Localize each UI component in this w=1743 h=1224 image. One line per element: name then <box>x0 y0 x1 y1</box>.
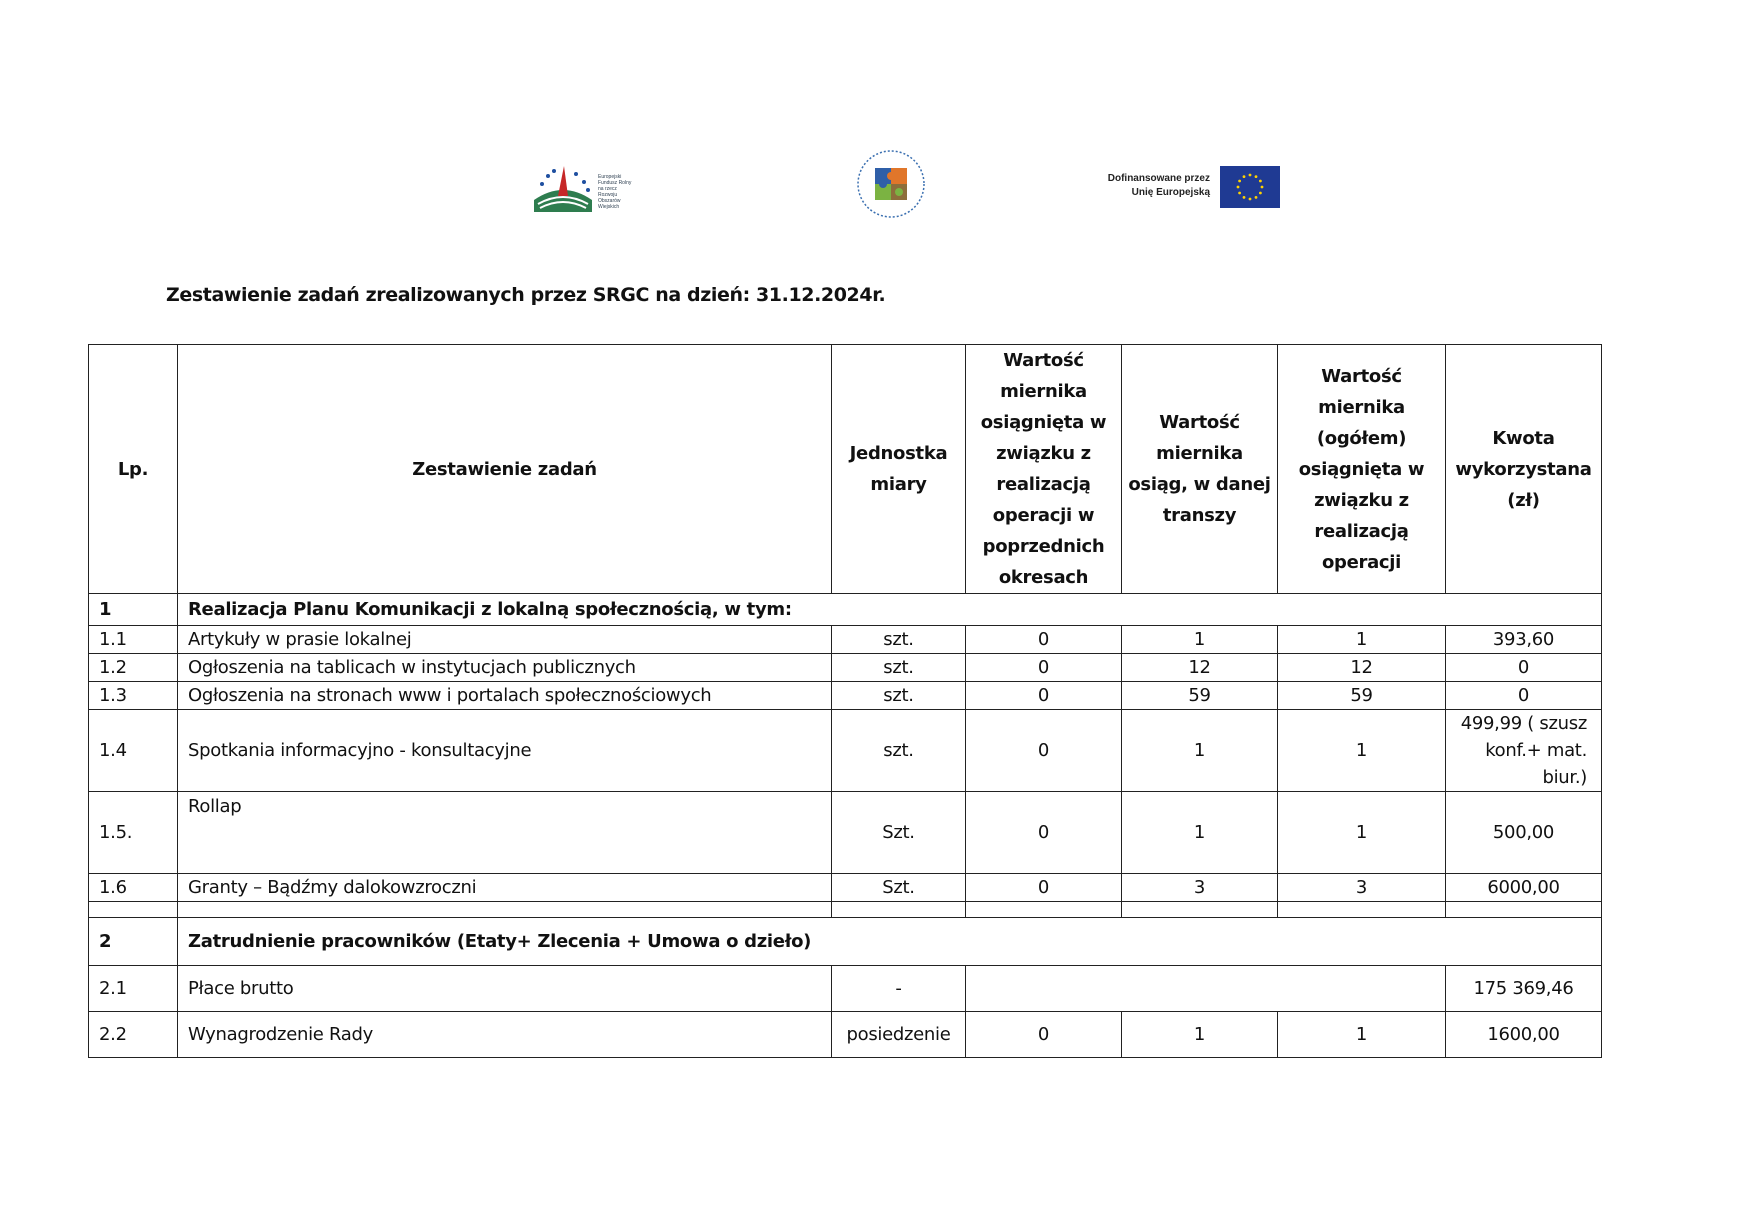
empty-row <box>89 902 1602 918</box>
row-total-value: 12 <box>1278 654 1446 682</box>
row-prev-value: 0 <box>966 792 1122 874</box>
section-lp: 2 <box>89 918 178 966</box>
document-title: Zestawienie zadań zrealizowanych przez SRGC na dzień: 31.12.2024r. <box>166 284 886 306</box>
section-lp: 1 <box>89 594 178 626</box>
row-tranche-value: 1 <box>1122 710 1278 792</box>
row-unit: szt. <box>832 710 966 792</box>
header-total-value: Wartość miernika (ogółem) osiągnięta w związku z realizacją operacji <box>1278 345 1446 594</box>
empty-cell <box>966 902 1122 918</box>
srgc-lag-logo <box>855 148 927 220</box>
table-row <box>89 654 1602 682</box>
row-lp: 2.1 <box>89 966 178 1012</box>
section-label: Realizacja Planu Komunikacji z lokalną społecznością, w tym: <box>178 594 1602 626</box>
rural-development-logo <box>528 160 638 218</box>
row-total-value: 1 <box>1278 710 1446 792</box>
table-row <box>89 874 1602 902</box>
row-total-value: 59 <box>1278 682 1446 710</box>
header-tranche-value: Wartość miernika osiąg, w danej transzy <box>1122 345 1278 594</box>
row-unit: - <box>832 966 966 1012</box>
row-unit: szt. <box>832 626 966 654</box>
row-total-value: 1 <box>1278 1012 1446 1058</box>
puzzle-emblem-icon <box>855 148 927 220</box>
header-task: Zestawienie zadań <box>178 345 832 594</box>
row-task: Ogłoszenia na stronach www i portalach społecznościowych <box>178 682 832 710</box>
empty-cell <box>89 902 178 918</box>
row-tranche-value: 1 <box>1122 792 1278 874</box>
row-amount: 393,60 <box>1446 626 1602 654</box>
row-tranche-value: 12 <box>1122 654 1278 682</box>
empty-cell <box>1122 902 1278 918</box>
row-task: Granty – Bądźmy dalokowzroczni <box>178 874 832 902</box>
row-total-value: 1 <box>1278 792 1446 874</box>
row-lp: 1.2 <box>89 654 178 682</box>
header-amount: Kwota wykorzystana (zł) <box>1446 345 1602 594</box>
section-label: Zatrudnienie pracowników (Etaty+ Zlecenia + Umowa o dzieło) <box>178 918 1602 966</box>
row-tranche-value: 1 <box>1122 626 1278 654</box>
row-lp: 1.6 <box>89 874 178 902</box>
row-tranche-value: 1 <box>1122 1012 1278 1058</box>
table-row <box>89 626 1602 654</box>
row-prev-value: 0 <box>966 1012 1122 1058</box>
row-lp: 1.5. <box>89 792 178 874</box>
table-header-row <box>89 345 1602 594</box>
row-prev-value: 0 <box>966 682 1122 710</box>
row-amount: 0 <box>1446 682 1602 710</box>
empty-cell <box>1446 902 1602 918</box>
row-task: Płace brutto <box>178 966 832 1012</box>
rural-development-emblem-icon <box>528 160 598 218</box>
section-row <box>89 594 1602 626</box>
table-row <box>89 682 1602 710</box>
row-unit: Szt. <box>832 874 966 902</box>
table-row <box>89 710 1602 792</box>
row-amount: 499,99 ( szusz konf.+ mat. biur.) <box>1446 710 1602 792</box>
empty-cell <box>178 902 832 918</box>
eu-funding-logo <box>1098 166 1282 208</box>
eu-funding-text: Dofinansowane przez Unię Europejską <box>1107 173 1210 198</box>
row-lp: 2.2 <box>89 1012 178 1058</box>
row-task: Spotkania informacyjno - konsultacyjne <box>178 710 832 792</box>
row-total-value: 3 <box>1278 874 1446 902</box>
eu-flag-icon <box>1220 166 1280 208</box>
row-total-value: 1 <box>1278 626 1446 654</box>
row-tranche-value: 59 <box>1122 682 1278 710</box>
row-amount: 500,00 <box>1446 792 1602 874</box>
rural-development-logo-text: Europejski Fundusz Rolny na rzecz Rozwoju Obszarów Wiejskich <box>598 174 632 210</box>
table-row <box>89 966 1602 1012</box>
row-lp: 1.1 <box>89 626 178 654</box>
table-row <box>89 1012 1602 1058</box>
merged-value-cell <box>966 966 1446 1012</box>
row-unit: posiedzenie <box>832 1012 966 1058</box>
row-unit: Szt. <box>832 792 966 874</box>
row-prev-value: 0 <box>966 874 1122 902</box>
row-prev-value: 0 <box>966 710 1122 792</box>
row-task: Ogłoszenia na tablicach w instytucjach publicznych <box>178 654 832 682</box>
row-amount: 0 <box>1446 654 1602 682</box>
empty-cell <box>1278 902 1446 918</box>
row-prev-value: 0 <box>966 626 1122 654</box>
row-prev-value: 0 <box>966 654 1122 682</box>
table-row <box>89 792 1602 874</box>
header-unit: Jednostka miary <box>832 345 966 594</box>
row-task: Wynagrodzenie Rady <box>178 1012 832 1058</box>
tasks-table <box>88 344 1602 1058</box>
row-tranche-value: 3 <box>1122 874 1278 902</box>
row-unit: szt. <box>832 682 966 710</box>
row-amount: 175 369,46 <box>1446 966 1602 1012</box>
header-prev-value: Wartość miernika osiągnięta w związku z realizacją operacji w poprzednich okresach <box>966 345 1122 594</box>
row-lp: 1.3 <box>89 682 178 710</box>
row-amount: 6000,00 <box>1446 874 1602 902</box>
row-task: Artykuły w prasie lokalnej <box>178 626 832 654</box>
row-amount: 1600,00 <box>1446 1012 1602 1058</box>
row-task: Rollap <box>178 792 832 874</box>
section-row <box>89 918 1602 966</box>
row-unit: szt. <box>832 654 966 682</box>
header-lp: Lp. <box>89 345 178 594</box>
empty-cell <box>832 902 966 918</box>
row-lp: 1.4 <box>89 710 178 792</box>
